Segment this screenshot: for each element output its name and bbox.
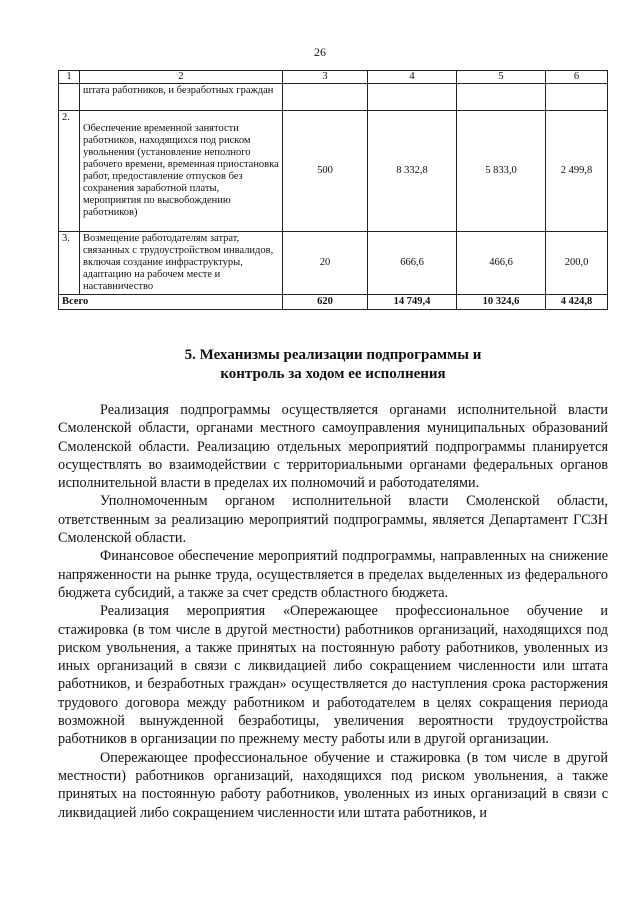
header-cell: 6 xyxy=(546,71,608,84)
row-value xyxy=(283,84,368,111)
row-value xyxy=(368,84,457,111)
paragraph: Уполномоченным органом исполнительной власти Смоленской области, ответственным за реализацию мероприятий подпрограммы, является Департамент ГСЗН Смоленской области. xyxy=(58,493,608,547)
row-description: Возмещение работодателям затрат, связанных с трудоустройством инвалидов, включая создание инфраструктуры, адаптацию на рабочем месте и наставничество xyxy=(80,232,283,295)
paragraph: Реализация мероприятия «Опережающее профессиональное обучение и стажировка (в том числе в другой местности) работников организаций, находящихся под риском увольнения, а также принятых на постоянную работу работников, уволенных из иных организаций в связи с ликвидацией либо сокращением численности или штата работников, и безработных граждан» осуществляется до наступления срока расторжения трудового договора между работником и работодателем в целях сокращения периода возможной вынужденной безработицы, увеличения вероятности трудоустройства работников в организации по прежнему месту работы или в другой организации. xyxy=(58,603,608,748)
header-cell: 4 xyxy=(368,71,457,84)
row-number: 3. xyxy=(59,232,80,295)
body-text xyxy=(58,401,608,822)
row-number xyxy=(59,84,80,111)
row-number: 2. xyxy=(59,111,80,232)
row-value: 200,0 xyxy=(546,232,608,295)
paragraph: Опережающее профессиональное обучение и стажировка (в том числе в другой местности) работников организаций, находящихся под риском увольнения, а также принятых на постоянную работу работников, уволенных из иных организаций в связи с ликвидацией либо сокращением численности или штата работников, и xyxy=(58,749,608,821)
header-cell: 1 xyxy=(59,71,80,84)
row-description: штата работников, и безработных граждан xyxy=(80,84,283,111)
row-value: 2 499,8 xyxy=(546,111,608,232)
total-value: 10 324,6 xyxy=(457,295,546,310)
row-value xyxy=(546,84,608,111)
total-value: 14 749,4 xyxy=(368,295,457,310)
row-description: Обеспечение временной занятости работников, находящихся под риском увольнения (установление неполного рабочего времени, временная приостановка работ, предоставление отпусков без сохранения заработной платы, мероприятия по высвобождению работников) xyxy=(80,111,283,232)
table-row xyxy=(59,232,608,295)
table-total-row xyxy=(59,295,608,310)
header-cell: 2 xyxy=(80,71,283,84)
row-value: 666,6 xyxy=(368,232,457,295)
budget-table xyxy=(58,70,608,310)
row-value: 466,6 xyxy=(457,232,546,295)
row-value: 500 xyxy=(283,111,368,232)
section-title-line: контроль за ходом ее исполнения xyxy=(220,366,446,382)
total-label: Всего xyxy=(59,295,283,310)
total-value: 4 424,8 xyxy=(546,295,608,310)
header-cell: 3 xyxy=(283,71,368,84)
section-title xyxy=(58,346,608,384)
row-value: 5 833,0 xyxy=(457,111,546,232)
page-number: 26 xyxy=(314,45,326,59)
row-value: 20 xyxy=(283,232,368,295)
table-header-row xyxy=(59,71,608,84)
section-title-line: 5. Механизмы реализации подпрограммы и xyxy=(184,347,482,363)
table-row xyxy=(59,84,608,111)
total-value: 620 xyxy=(283,295,368,310)
paragraph: Реализация подпрограммы осуществляется органами исполнительной власти Смоленской области, органами местного самоуправления муниципальных образований Смоленской области. Реализацию отдельных мероприятий подпрограммы планируется осуществлять во взаимодействии с территориальными органами федеральных органов исполнительной власти в пределах их полномочий и работодателями. xyxy=(58,402,608,492)
paragraph: Финансовое обеспечение мероприятий подпрограммы, направленных на снижение напряженности на рынке труда, осуществляется в пределах выделенных из федерального бюджета субсидий, а также за счет средств областного бюджета. xyxy=(58,548,608,601)
table-row xyxy=(59,111,608,232)
row-value: 8 332,8 xyxy=(368,111,457,232)
header-cell: 5 xyxy=(457,71,546,84)
row-value xyxy=(457,84,546,111)
